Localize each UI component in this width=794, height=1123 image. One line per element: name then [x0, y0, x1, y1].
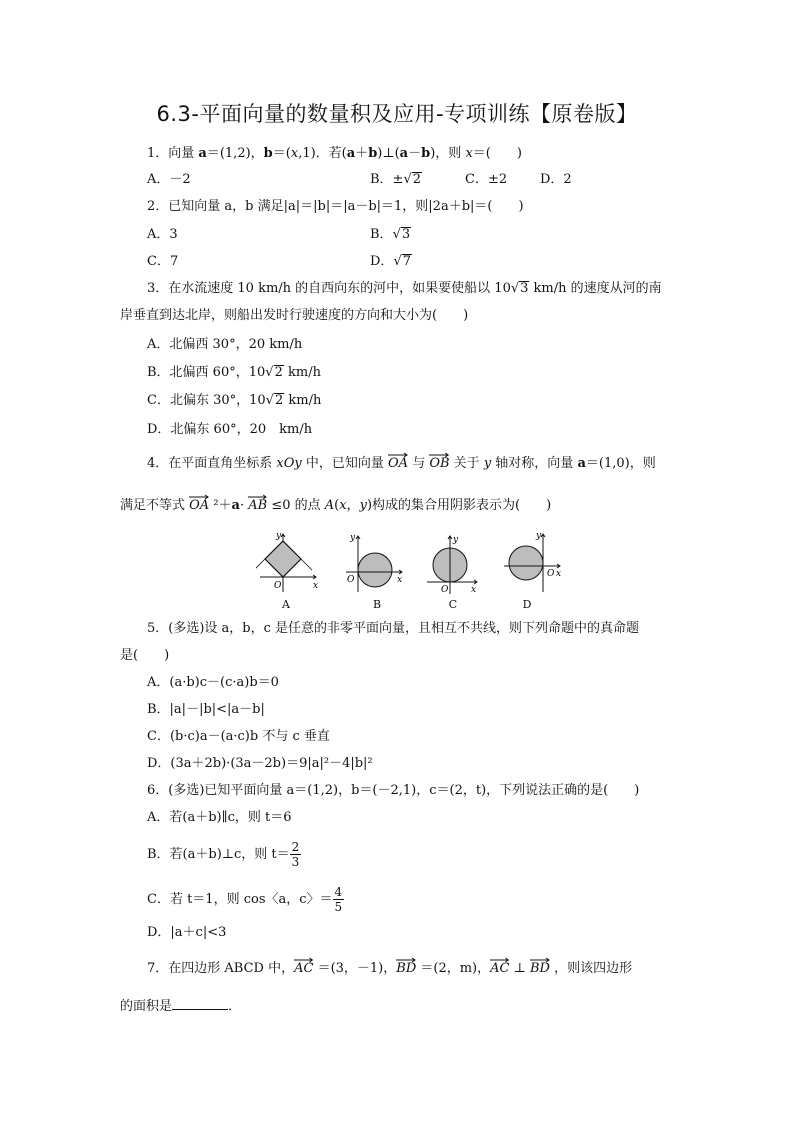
q5-stem-line1: 5．(多选)设 a，b，c 是任意的非零平面向量，且相互不共线，则下列命题中的真命题	[147, 621, 640, 636]
svg-text:x: x	[556, 569, 562, 579]
svg-text:x: x	[313, 581, 319, 591]
q1-option-a: A．－2	[147, 172, 191, 187]
svg-text:y: y	[350, 533, 356, 543]
svg-text:O: O	[347, 575, 355, 585]
vector-ac-2: AC	[490, 957, 509, 975]
svg-text:y: y	[536, 531, 542, 541]
vector-oa-2: OA	[189, 494, 209, 512]
q2-option-b: B．√3	[370, 227, 411, 242]
svg-text:O: O	[441, 585, 449, 595]
svg-text:x: x	[471, 585, 477, 595]
page-title: 6.3-平面向量的数量积及应用-专项训练【原卷版】	[156, 102, 638, 126]
fraction: $\frac{2}{3}$	[291, 840, 300, 869]
q1-option-b: B．±√2	[370, 172, 422, 187]
vector-bd: BD	[396, 957, 416, 975]
q5-option-c: C．(b·c)a－(a·c)b 不与 c 垂直	[147, 729, 330, 744]
q4-figure-label-d: D	[522, 598, 532, 611]
q5-stem-line2: 是( )	[120, 648, 170, 663]
q2-option-c: C．7	[147, 254, 179, 269]
q4-stem-line2: 满足不等式 OA ²＋a· AB ≤0 的点 A(x，y)构成的集合用阴影表示为( )	[120, 494, 551, 515]
svg-text:x: x	[397, 575, 403, 585]
q6-option-b: B．若(a＋b)⊥c，则 t＝ $\frac{2}{3}$	[147, 840, 300, 869]
q4-figure-b	[340, 532, 406, 596]
q3-stem-line2: 岸垂直到达北岸，则船出发时行驶速度的方向和大小为( )	[120, 308, 469, 323]
q3-stem-line1: 3．在水流速度 10 km/h 的自西向东的河中，如果要使船以 10√3 km/h 的速度从河的南	[147, 281, 662, 296]
q6-option-c: C．若 t＝1，则 cos〈a，c〉＝ $\frac{4}{5}$	[147, 885, 343, 914]
q2-stem: 2．已知向量 a，b 满足|a|＝|b|＝|a－b|＝1，则|2a＋b|＝( )	[147, 199, 524, 214]
q2-option-a: A．3	[147, 227, 178, 242]
svg-text:O: O	[547, 569, 555, 579]
svg-text:y: y	[276, 531, 282, 541]
q5-option-d: D．(3a＋2b)·(3a－2b)＝9|a|²－4|b|²	[147, 756, 373, 771]
q1-option-c: C．±2	[465, 172, 508, 187]
q3-option-c: C．北偏东 30°，10√2 km/h	[147, 393, 322, 408]
vector-bd-2: BD	[530, 957, 550, 975]
q6-stem: 6．(多选)已知平面向量 a＝(1,2)，b＝(－2,1)，c＝(2，t)，下列说法正确的是( )	[147, 783, 640, 798]
vector-ab: AB	[248, 494, 267, 512]
q4-figure-label-a: A	[282, 598, 290, 611]
q5-option-a: A．(a·b)c－(c·a)b＝0	[147, 675, 279, 690]
q4-figure-label-c: C	[448, 598, 458, 611]
q4-figure-d	[500, 530, 570, 596]
q7-stem-line1: 7．在四边形 ABCD 中， AC ＝(3，－1)， BD ＝(2，m)， AC ⊥ BD ，则该四边形	[147, 957, 632, 978]
q4-figure-c	[423, 532, 479, 596]
q4-figure-label-b: B	[372, 598, 382, 611]
vector-oa: OA	[388, 452, 408, 470]
q5-option-b: B．|a|－|b|<|a－b|	[147, 702, 265, 717]
q3-option-b: B．北偏西 60°，10√2 km/h	[147, 365, 321, 380]
q3-option-a: A．北偏西 30°，20 km/h	[147, 337, 303, 352]
q6-option-a: A．若(a＋b)∥c，则 t＝6	[147, 810, 292, 825]
q3-option-d: D．北偏东 60°，20 km/h	[147, 422, 313, 437]
q1-option-d: D．2	[540, 172, 572, 187]
q6-option-d: D．|a＋c|<3	[147, 925, 227, 940]
fraction: $\frac{4}{5}$	[334, 885, 343, 914]
q1-stem: 1．向量 a＝(1,2)，b＝(x,1)．若(a＋b)⊥(a－b)，则 x＝( )	[147, 146, 522, 161]
q4-stem-line1: 4．在平面直角坐标系 xOy 中，已知向量 OA 与 OB 关于 y 轴对称，向量 a＝(1,0)，则	[147, 452, 656, 473]
vector-ac: AC	[294, 957, 313, 975]
vector-ob: OB	[429, 452, 449, 470]
q4-figure-a	[256, 530, 320, 596]
answer-blank[interactable]	[172, 997, 228, 1010]
q2-option-d: D．√7	[370, 254, 412, 269]
svg-text:y: y	[453, 535, 459, 545]
q7-stem-line2: 的面积是 ．	[120, 999, 242, 1014]
svg-text:O: O	[274, 581, 282, 591]
